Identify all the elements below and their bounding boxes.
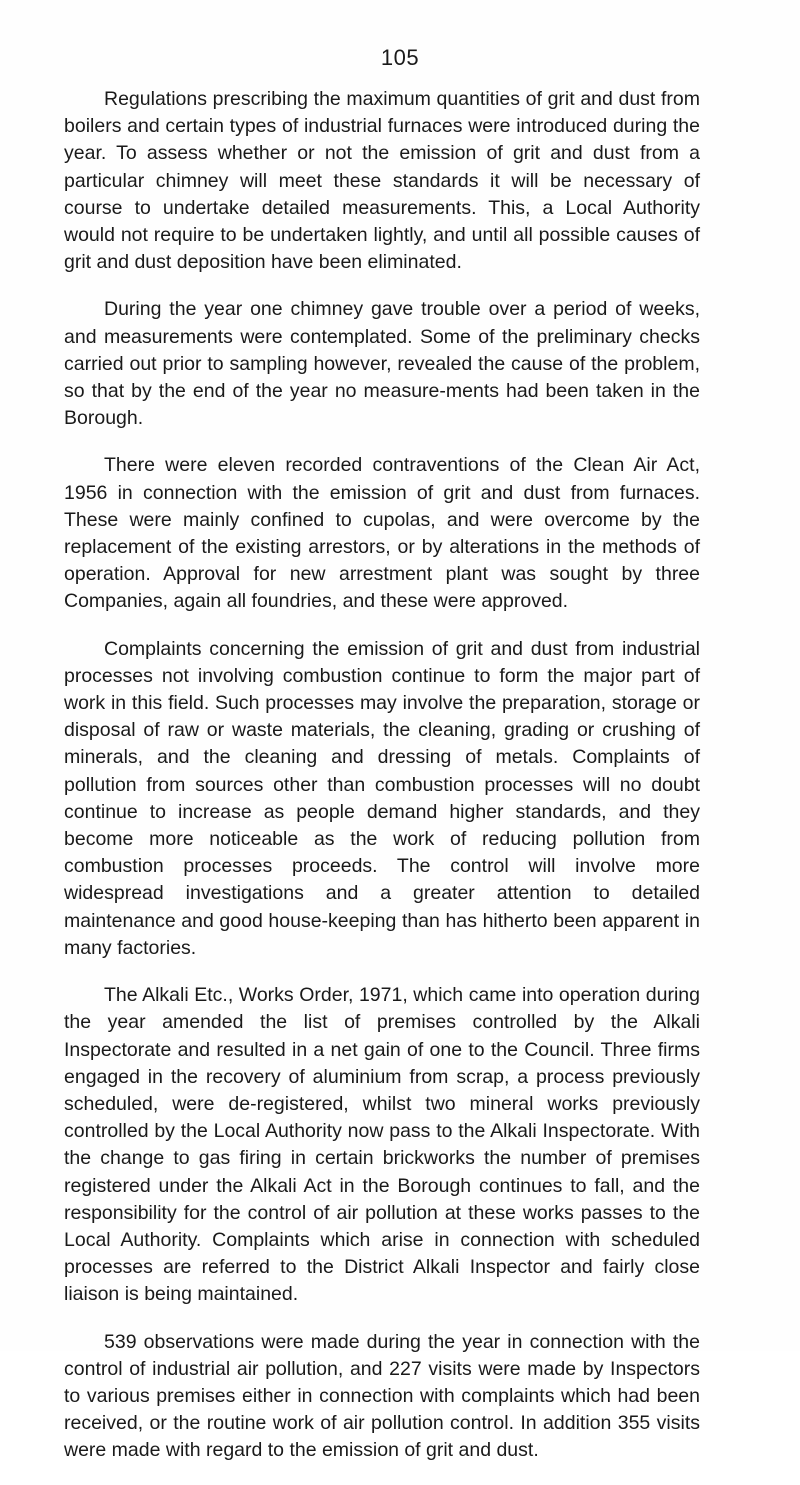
body-text bbox=[64, 86, 700, 1485]
paragraph-clean-air-act-contraventions: There were eleven recorded contraventions of the Clean Air Act, 1956 in connection with the emission of grit and dust from furnaces. These were mainly confined to cupolas, and were overcome by the replacement of the existing arrestors, or by alterations in the methods of operation. Approval for new arrestment plant was sought by three Companies, again all foundries, and these were approved. bbox=[64, 454, 700, 613]
paragraph-chimney-trouble: During the year one chimney gave trouble over a period of weeks, and measurements were contemplated. Some of the preliminary checks carried out prior to sampling however, revealed the cause of the problem, so that by the end of the year no measure-ments had been taken in the Borough. bbox=[64, 298, 700, 430]
paragraph-grit-dust-regulations: Regulations prescribing the maximum quantities of grit and dust from boilers and certain types of industrial furnaces were introduced during the year. To assess whether or not the emission of grit and dust from a particular chimney will meet these standards it will be necessary of course to undertake detailed measurements. This, a Local Authority would not require to be undertaken lightly, and until all possible causes of grit and dust deposition have been eliminated. bbox=[64, 88, 700, 274]
page-number: 105 bbox=[380, 45, 420, 70]
paragraph-industrial-process-complaints: Complaints concerning the emission of grit and dust from industrial processes not involving combustion continue to form the major part of work in this field. Such processes may involve the preparation, storage or disposal of raw or waste materials, the cleaning, grading or crushing of minerals, and the cleaning and dressing of metals. Complaints of pollution from sources other than combustion processes will no doubt continue to increase as people demand higher standards, and they become more noticeable as the work of reducing pollution from combustion processes proceeds. The control will involve more widespread investigations and a greater attention to detailed maintenance and good house-keeping than has hitherto been apparent in many factories. bbox=[64, 637, 700, 959]
paragraph-alkali-works-order: The Alkali Etc., Works Order, 1971, which came into operation during the year amended the list of premises controlled by the Alkali Inspectorate and resulted in a net gain of one to the Council. Three firms engaged in the recovery of aluminium from scrap, a process previously scheduled, were de-registered, whilst two mineral works previously controlled by the Local Authority now pass to the Alkali Inspectorate. With the change to gas firing in certain brickworks the number of premises registered under the Alkali Act in the Borough continues to fall, and the responsibility for the control of air pollution at these works passes to the Local Authority. Complaints which arise in connection with scheduled processes are referred to the District Alkali Inspector and fairly close liaison is being maintained. bbox=[64, 984, 700, 1306]
paragraph-observations-and-visits: 539 observations were made during the year in connection with the control of industrial air pollution, and 227 visits were made by Inspectors to various premises either in connection with complaints which had been received, or the routine work of air pollution control. In addition 355 visits were made with regard to the emission of grit and dust. bbox=[64, 1330, 700, 1462]
